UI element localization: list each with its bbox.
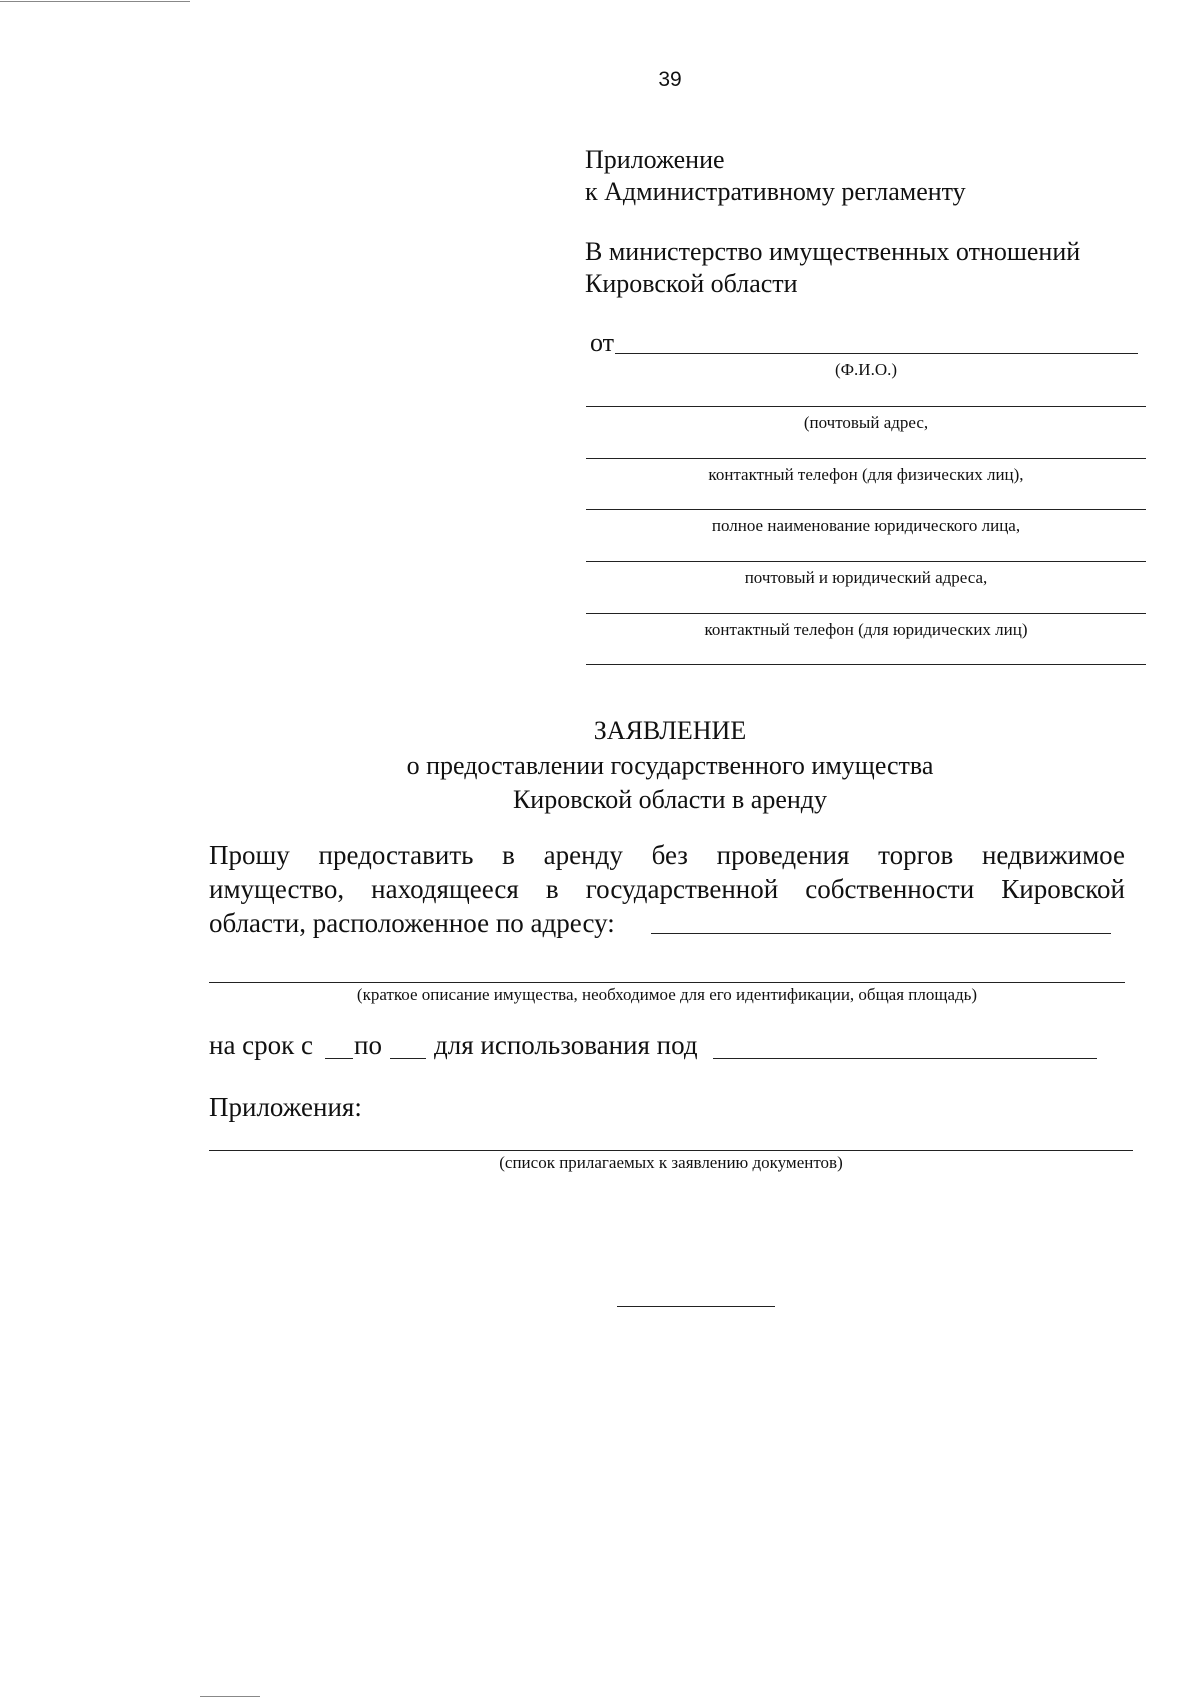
phone-legal-caption: контактный телефон (для юридических лиц) xyxy=(704,620,1028,639)
from-label: от xyxy=(590,328,615,357)
term-use-line xyxy=(713,1058,1097,1059)
body-line-1: Прошу предоставить в аренду без проведения торгов недвижимое xyxy=(209,840,1125,870)
description-caption: (краткое описание имущества, необходимое для его идентификации, общая площадь) xyxy=(356,985,978,1004)
page-number: 39 xyxy=(658,68,682,91)
postal-line xyxy=(586,406,1146,407)
addressee-line-1: В министерство имущественных отношений xyxy=(585,237,1081,266)
legal-name-caption: полное наименование юридического лица, xyxy=(711,516,1021,535)
postal-caption: (почтовый адрес, xyxy=(803,413,929,432)
addressee-line-2: Кировской области xyxy=(585,269,798,298)
phone-individual-caption: контактный телефон (для физических лиц), xyxy=(708,465,1024,484)
body-line-2: имущество, находящееся в государственной собственности Кировской xyxy=(209,874,1125,904)
final-contact-line xyxy=(586,664,1146,665)
document-title: ЗАЯВЛЕНИЕ xyxy=(593,716,747,745)
fio-line xyxy=(615,353,1138,354)
term-from-blank xyxy=(325,1058,353,1059)
term-use-label: для использования под xyxy=(434,1030,698,1060)
address-line xyxy=(651,933,1111,934)
attachments-caption: (список прилагаемых к заявлению документов) xyxy=(499,1153,843,1172)
phone-legal-line xyxy=(586,613,1146,614)
scan-artifact xyxy=(0,1,190,2)
fio-caption: (Ф.И.О.) xyxy=(834,360,898,379)
term-from-label: на срок с xyxy=(209,1030,314,1060)
title-sub-1: о предоставлении государственного имущества xyxy=(406,751,934,780)
description-line xyxy=(209,982,1125,983)
title-sub-2: Кировской области в аренду xyxy=(512,785,828,814)
postal-legal-caption: почтовый и юридический адреса, xyxy=(744,568,988,587)
appendix-line-2: к Административному регламенту xyxy=(585,177,966,206)
end-rule xyxy=(617,1306,775,1307)
term-to-blank xyxy=(390,1058,426,1059)
phone-individual-line xyxy=(586,458,1146,459)
term-to-label: по xyxy=(354,1030,382,1060)
scan-artifact xyxy=(200,1696,260,1697)
body-line-3: области, расположенное по адресу: xyxy=(209,908,615,938)
attachments-line xyxy=(209,1150,1133,1151)
legal-name-line xyxy=(586,509,1146,510)
appendix-line-1: Приложение xyxy=(585,145,725,174)
postal-legal-line xyxy=(586,561,1146,562)
attachments-label: Приложения: xyxy=(209,1092,362,1122)
